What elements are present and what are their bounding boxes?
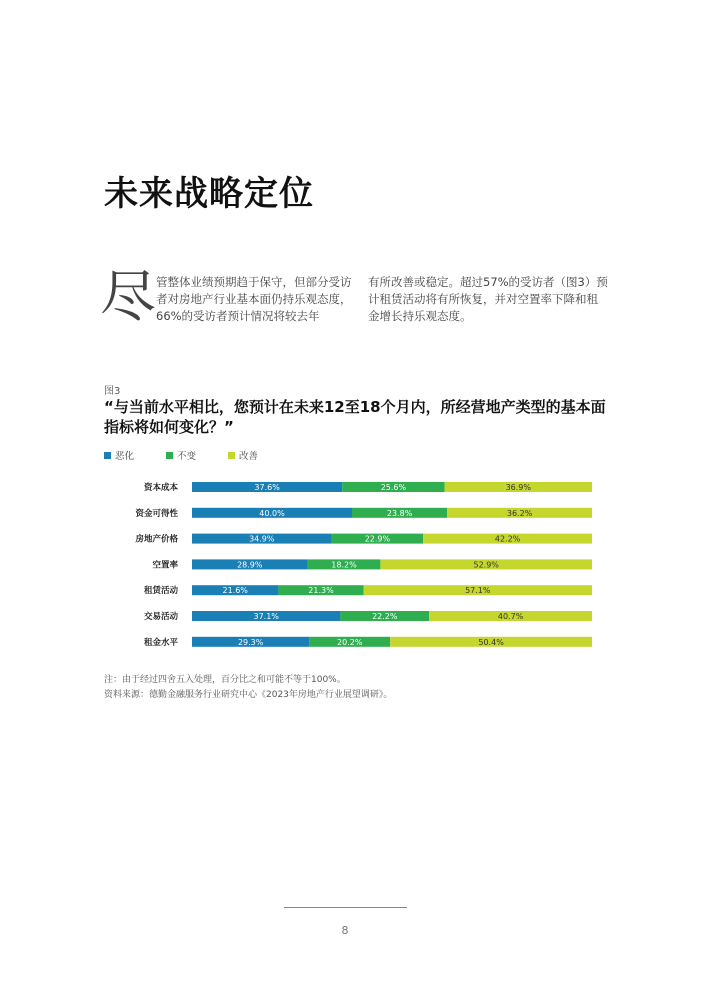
data-label: 21.3% — [308, 586, 334, 596]
category-label: 租金水平 — [143, 637, 178, 648]
category-label: 资金可得性 — [135, 508, 178, 519]
figure-question: “与当前水平相比，您预计在未来12至18个月内，所经营地产类型的基本面指标将如何变化？” — [104, 398, 606, 436]
category-label: 资本成本 — [143, 483, 178, 493]
data-label: 52.9% — [473, 560, 499, 570]
category-label: 租赁活动 — [143, 586, 178, 597]
category-label: 交易活动 — [143, 612, 178, 622]
legend-label: 不变 — [177, 451, 197, 462]
category-label: 空置率 — [152, 560, 178, 571]
data-label: 21.6% — [222, 586, 248, 596]
category-label: 房地产价格 — [135, 534, 178, 545]
legend-label: 恶化 — [115, 451, 135, 462]
data-label: 22.9% — [364, 534, 391, 544]
data-label: 36.2% — [506, 508, 533, 518]
data-label: 40.7% — [497, 612, 524, 621]
data-label: 22.2% — [372, 612, 398, 621]
source-note: 资料来源：德勤金融服务行业研究中心《2023年房地产行业展望调研》。 — [104, 690, 393, 700]
legend-item-same — [166, 448, 228, 462]
legend-item-worse — [104, 448, 166, 462]
figure-label: 图3 — [104, 386, 121, 397]
data-label: 23.8% — [386, 508, 413, 518]
drop-cap: 尽 — [100, 265, 156, 330]
data-label: 42.2% — [494, 534, 521, 544]
data-label: 25.6% — [380, 483, 407, 492]
data-label: 29.3% — [237, 637, 264, 647]
data-label: 28.9% — [237, 560, 263, 570]
stacked-bar-chart — [104, 478, 604, 658]
footer-divider — [284, 907, 407, 908]
legend-swatch — [228, 452, 235, 459]
data-label: 18.2% — [331, 560, 357, 570]
data-label: 36.9% — [505, 483, 531, 492]
chart-notes — [104, 673, 392, 703]
legend-item-better — [228, 448, 290, 462]
chart-legend — [104, 448, 290, 462]
page-title: 未来战略定位 — [104, 174, 314, 214]
data-label: 37.6% — [254, 483, 280, 492]
footnote: 注：由于经过四舍五入处理，百分比之和可能不等于100%。 — [104, 675, 346, 685]
legend-swatch — [104, 452, 111, 459]
data-label: 37.1% — [253, 612, 279, 621]
page-number: 8 — [341, 924, 349, 937]
data-label: 50.4% — [478, 637, 504, 647]
intro-paragraph-left: 管整体业绩预期趋于保守，但部分受访者对房地产行业基本面仍持乐观态度，66%的受访者预计情况将较去年 — [156, 275, 352, 323]
legend-swatch — [166, 452, 173, 459]
data-label: 57.1% — [465, 586, 491, 596]
intro-paragraph-right: 有所改善或稳定。超过57%的受访者（图3）预计租赁活动将有所恢复，并对空置率下降和租金增长持乐观态度。 — [368, 275, 608, 323]
data-label: 20.2% — [337, 637, 363, 647]
data-label: 34.9% — [249, 534, 275, 544]
legend-label: 改善 — [239, 451, 259, 462]
data-label: 40.0% — [259, 508, 285, 518]
